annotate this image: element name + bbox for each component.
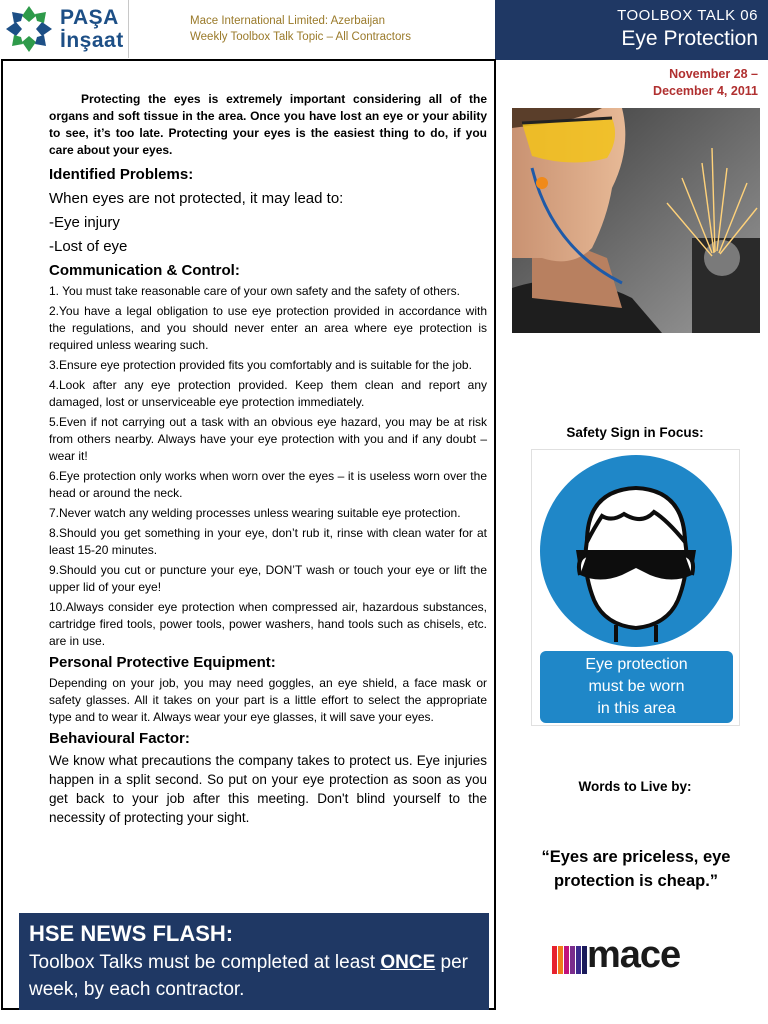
worker-safety-glasses-photo — [512, 108, 760, 333]
mace-logo — [550, 934, 720, 980]
control-item: 1. You must take reasonable care of your own safety and the safety of others. — [49, 284, 460, 298]
date-start: November 28 – — [669, 67, 758, 81]
talk-date — [560, 66, 758, 100]
control-item: 6.Eye protection only works when worn over the eyes – it is useless worn over the head or around the neck. — [49, 469, 487, 500]
control-item: 2.You have a legal obligation to use eye protection provided in accordance with the regulations, and you should never enter an area where eye protection is required unless wearing such. — [49, 304, 487, 352]
ppe-heading: Personal Protective Equipment: — [49, 654, 276, 671]
sign-text-line: in this area — [597, 700, 676, 717]
sign-text-line: Eye protection — [585, 656, 688, 673]
control-item: 5.Even if not carrying out a task with an obvious eye hazard, you may be at risk from others nearby. Always have your eye protection with you and if any doubt – wear it! — [49, 415, 487, 463]
words-to-live-by-heading: Words to Live by: — [578, 779, 692, 794]
control-item: 3.Ensure eye protection provided fits you comfortably and is suitable for the job. — [49, 358, 472, 372]
problem-item: -Lost of eye — [49, 238, 128, 255]
eye-protection-safety-sign — [531, 449, 740, 726]
behaviour-paragraph: We know what precautions the company takes to protect us. Eye injuries happen in a split second. So put on your eye protection as soon as you get back to your job after this meeting. Don't blind yourself to the necessity of protecting your sight. — [49, 753, 487, 825]
news-text-start: Toolbox Talks must be completed at least — [29, 952, 381, 973]
control-item: 4.Look after any eye protection provided. Keep them clean and report any damaged, lost or unserviceable eye protection immediately. — [49, 378, 487, 409]
mace-wordmark: mace — [587, 934, 681, 976]
behaviour-heading: Behavioural Factor: — [49, 730, 190, 747]
control-item: 8.Should you get something in your eye, don’t rub it, rinse with clean water for at least 15-20 minutes. — [49, 526, 487, 557]
mace-logo-icon — [552, 946, 588, 974]
ppe-paragraph: Depending on your job, you may need goggles, an eye shield, a face mask or safety glasses. All it takes on your part is a little effort to select the appropriate type and to wear it. Always wear your eye glasses, it will save your eyes. — [49, 676, 487, 724]
company-info — [190, 13, 411, 45]
problem-item: -Eye injury — [49, 214, 120, 231]
hse-news-flash — [19, 913, 489, 1010]
worker-photo-illustration — [512, 108, 760, 333]
talk-number: TOOLBOX TALK 06 — [617, 7, 758, 24]
company-name: Mace International Limited: Azerbaijan — [190, 15, 385, 27]
sign-text-line: must be worn — [588, 678, 685, 695]
intro-paragraph: Protecting the eyes is extremely important considering all of the organs and soft tissue in the area. Once you have lost an eye or your ability to see, it’s too late. Protecting your eyes is the easiest thing to do, if you care about your eyes. — [49, 92, 487, 157]
main-content-box — [1, 59, 496, 1010]
logo-text-pasa: PAŞA — [60, 6, 119, 29]
page-header — [0, 0, 768, 60]
communication-control-heading: Communication & Control: — [49, 262, 240, 279]
identified-problems-heading: Identified Problems: — [49, 166, 194, 183]
news-flash-title: HSE NEWS FLASH: — [29, 921, 234, 946]
news-emphasis: ONCE — [380, 952, 436, 973]
date-end: December 4, 2011 — [653, 84, 758, 98]
talk-body — [49, 91, 487, 827]
pasa-insaat-logo — [2, 2, 130, 56]
sign-text — [540, 654, 733, 720]
pasa-logo-icon — [4, 4, 54, 54]
header-divider — [128, 0, 129, 58]
safety-sign-heading: Safety Sign in Focus: — [566, 425, 704, 440]
talk-title-box — [495, 0, 768, 60]
logo-text-insaat: İnşaat — [60, 29, 124, 52]
control-item: 9.Should you cut or puncture your eye, DON’T wash or touch your eye or lift the upper lid of your eye! — [49, 563, 487, 594]
news-text-end: per week, by each contractor. — [29, 952, 468, 1000]
identified-problems-lead: When eyes are not protected, it may lead to: — [49, 190, 344, 207]
safety-quote: “Eyes are priceless, eye protection is cheap.” — [541, 848, 731, 890]
weekly-topic-label: Weekly Toolbox Talk Topic – All Contractors — [190, 31, 411, 43]
talk-title: Eye Protection — [621, 27, 758, 50]
news-flash-text — [29, 949, 479, 1003]
control-item: 10.Always consider eye protection when compressed air, hazardous substances, cartridge fired tools, power tools, power washers, hand tools such as chisels, etc. are in use. — [49, 600, 487, 648]
control-item: 7.Never watch any welding processes unless wearing suitable eye protection. — [49, 506, 461, 520]
